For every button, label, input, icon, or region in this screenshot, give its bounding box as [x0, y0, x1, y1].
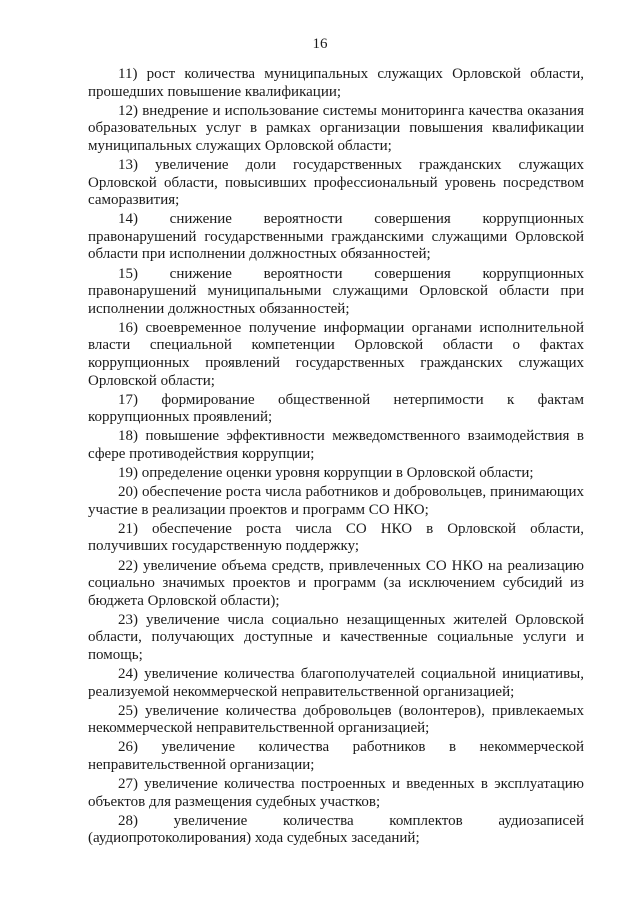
list-item: 26) увеличение количества работников в некоммерческой неправительственной организации;: [88, 739, 584, 774]
list-item: 24) увеличение количества благополучателей социальной инициативы, реализуемой некоммерческой неправительственной организацией;: [88, 666, 584, 700]
list-item: 20) обеспечение роста числа работников и добровольцев, принимающих участие в реализации проектов и программ СО НКО;: [88, 484, 584, 518]
list-item: 14) снижение вероятности совершения коррупционных правонарушений государственными гражданскими служащими Орловской области при исполнении должностных обязанностей;: [88, 211, 584, 263]
list-item: 17) формирование общественной нетерпимости к фактам коррупционных проявлений;: [88, 391, 584, 426]
list-item: 12) внедрение и использование системы мониторинга качества оказания образовательных услуг в рамках организации повышения квалификации муниципальных служащих Орловской области;: [88, 102, 584, 154]
list-item: 19) определение оценки уровня коррупции в Орловской области;: [118, 465, 534, 482]
list-item: 13) увеличение доли государственных гражданских служащих Орловской области, повысивших профессиональный уровень посредством саморазвития;: [88, 156, 584, 209]
list-item: 16) своевременное получение информации органами исполнительной власти специальной компетенции Орловской области о фактах коррупционных проявлений государственных гражданских служащих Орловской области;: [88, 319, 584, 389]
list-item: 11) рост количества муниципальных служащих Орловской области, прошедших повышение квалификации;: [88, 66, 584, 100]
list-item: 25) увеличение количества добровольцев (волонтеров), привлекаемых некоммерческой неправительственной организацией;: [88, 702, 584, 737]
list-item: 21) обеспечение роста числа СО НКО в Орловской области, получивших государственную поддержку;: [88, 520, 584, 555]
list-item: 18) повышение эффективности межведомственного взаимодействия в сфере противодействия коррупции;: [88, 428, 584, 462]
list-item: 15) снижение вероятности совершения коррупционных правонарушений муниципальными служащими Орловской области при исполнении должностных обязанностей;: [88, 265, 584, 317]
list-item: 27) увеличение количества построенных и введенных в эксплуатацию объектов для размещения судебных участков;: [88, 776, 584, 810]
list-item: 23) увеличение числа социально незащищенных жителей Орловской области, получающих доступные и качественные социальные услуги и помощь;: [88, 611, 584, 663]
list-item: 28) увеличение количества комплектов аудиозаписей (аудиопротоколирования) хода судебных заседаний;: [88, 812, 584, 847]
list-item: 22) увеличение объема средств, привлеченных СО НКО на реализацию социально значимых проектов и программ (за исключением субсидий из бюджета Орловской области);: [88, 557, 584, 609]
page-number: 16: [312, 36, 328, 52]
document-body: [88, 66, 584, 850]
